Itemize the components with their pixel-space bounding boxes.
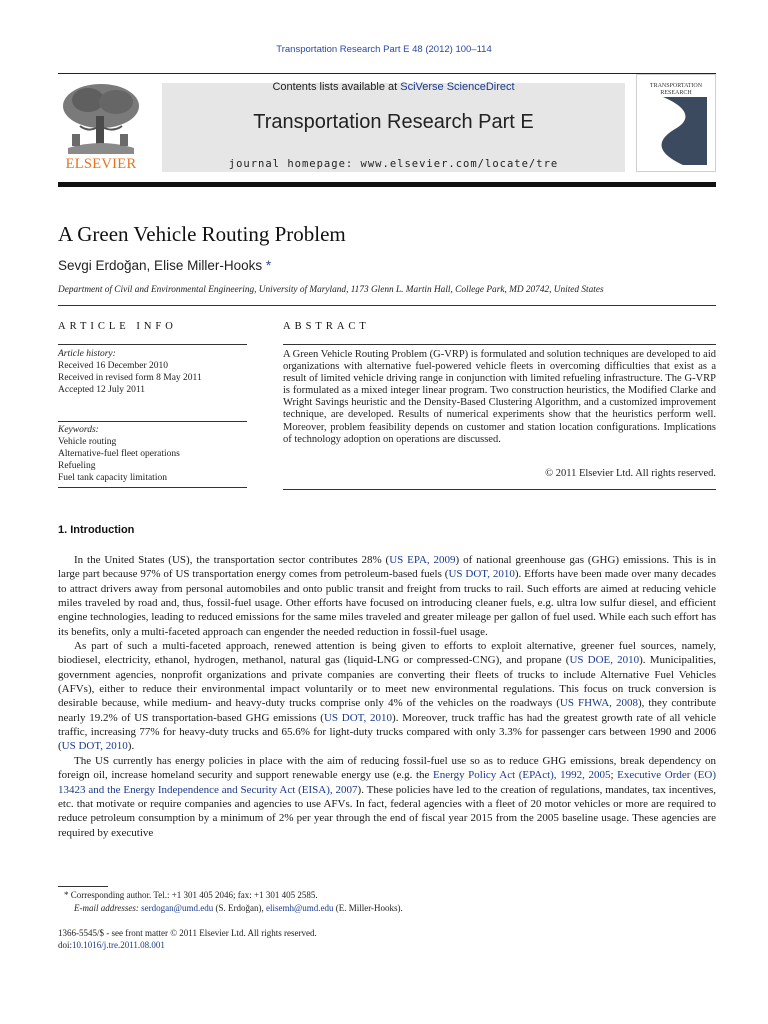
text-run: The US currently has energy policies in place with the aim of reducing fossil-fuel use so as to reduce GHG emissions, break dependency on foreign oil, increase homeland security and support renewable energy use (e.g. the <box>58 754 716 782</box>
abstract-bottom-rule <box>283 489 716 490</box>
article-title: A Green Vehicle Routing Problem <box>58 222 346 246</box>
text-run: ; <box>610 769 618 782</box>
citation-link[interactable]: US DOT, 2010 <box>448 568 515 581</box>
top-divider <box>58 73 716 74</box>
author-names: Sevgi Erdoğan, Elise Miller-Hooks <box>58 258 263 273</box>
doi-label: doi: <box>58 940 73 950</box>
cover-road-image <box>645 97 707 165</box>
journal-cover <box>636 74 716 172</box>
keyword-item: Alternative-fuel fleet operations <box>58 449 180 459</box>
contents-prefix: Contents lists available at <box>272 81 401 93</box>
email-link-miller-hooks[interactable]: elisemh@umd.edu <box>265 903 334 913</box>
history-revised: Received in revised form 8 May 2011 <box>58 373 202 383</box>
email-label: E-mail addresses: <box>74 903 139 913</box>
footnote-mark: * <box>64 890 69 900</box>
introduction-body <box>58 553 716 840</box>
email-footnote <box>74 903 403 913</box>
text-run: As part of such a multi-faceted approach, renewed attention is being given to efforts to exploit alternative, greener fuel sources, namely, biodiesel, electricity, ethanol, hydrogen, methanol, natural gas (liquid-LNG or compressed-CNG), and propane ( <box>58 640 716 667</box>
doi-link[interactable]: 10.1016/j.tre.2011.08.001 <box>72 940 165 950</box>
keywords-label: Keywords: <box>58 425 99 435</box>
intro-paragraph-1 <box>58 553 716 639</box>
article-history <box>58 348 258 396</box>
contents-line <box>162 81 625 93</box>
footnote-divider <box>58 886 108 887</box>
text-run: ). Efforts have been made over many decades to attract drivers away from personal automobiles and onto public transit and freight from trucks to rail. Such efforts are aimed at reducing vehicle miles traveled by road and, thus, fossil-fuel usage. Other efforts have focused on introducing cleaner fuels, e.g. ultra low sulfur diesel, and efficient engine technologies, leading to reduced emissions for the same miles traveled and greater mileage per gallon of fuel used. While each such effort has its benefits, only a multi-faceted approach can engender the needed reduction in fossil-fuel usage. <box>58 568 716 638</box>
citation-link[interactable]: US EPA, 2009 <box>389 554 456 566</box>
abstract-heading: ABSTRACT <box>283 321 370 332</box>
section-heading-introduction: 1. Introduction <box>58 524 135 536</box>
journal-citation[interactable]: Transportation Research Part E 48 (2012) 100–114 <box>276 44 492 55</box>
citation-link[interactable]: US DOE, 2010 <box>569 654 640 667</box>
intro-paragraph-3 <box>58 754 716 840</box>
text-run: ). Moreover, truck traffic has had the greatest growth rate of all vehicle traffic, increasing 77% for heavy-duty trucks and 65.6% for light-duty trucks compared with only 3.3% for passenger cars between 1990 and 2006 ( <box>58 711 716 753</box>
journal-homepage[interactable]: journal homepage: www.elsevier.com/locate/tre <box>228 158 559 170</box>
email-owner: (E. Miller-Hooks). <box>335 903 403 913</box>
text-run: ). These policies have led to the creation of regulations, mandates, tax incentives, etc. that motivate or require companies and agencies to use AFVs. In fact, federal agencies with a fleet of 20 motor vehicles or more are required to reduce petroleum consumption by a minimum of 2% per year through the end of fiscal year 2015 from the 2005 baseline usage. These agencies are required by executive <box>58 783 717 839</box>
doi-line <box>58 940 165 950</box>
footnote-contact: Corresponding author. Tel.: +1 301 405 2046; fax: +1 301 405 2585. <box>70 890 318 900</box>
history-accepted: Accepted 12 July 2011 <box>58 385 145 395</box>
issn-line: 1366-5545/$ - see front matter © 2011 Elsevier Ltd. All rights reserved. <box>58 928 317 938</box>
corresponding-footnote <box>64 890 318 900</box>
abstract-divider <box>283 344 716 345</box>
article-info-divider <box>58 344 247 345</box>
text-run: ) of national greenhouse gas (GHG) emissions. This is in large part because 97% of US transportation energy comes from petroleum-based fuels ( <box>58 554 716 581</box>
history-label: Article history: <box>58 349 116 359</box>
citation-link[interactable]: US DOT, 2010 <box>61 740 128 753</box>
abstract-copyright: © 2011 Elsevier Ltd. All rights reserved. <box>545 468 716 479</box>
publisher-wordmark: ELSEVIER <box>65 156 137 172</box>
citation-link[interactable]: US FHWA, 2008 <box>559 697 638 710</box>
journal-title: Transportation Research Part E <box>253 111 534 133</box>
keyword-item: Refueling <box>58 461 96 471</box>
text-run: ). Municipalities, government agencies, nonprofit organizations and private companies are converting their fleets of trucks to include Alternative Fuel Vehicles (AFVs), either to reduce their environmental impact voluntarily or to meet new environmental regulations. This focus on truck conversion is desirable because, while medium- and heavy-duty trucks comprise only 4% of the vehicles on the roadways ( <box>58 654 716 710</box>
email-owner: (S. Erdoğan), <box>215 903 264 913</box>
email-link-erdogan[interactable]: serdogan@umd.edu <box>141 903 214 913</box>
keyword-item: Fuel tank capacity limitation <box>58 473 167 483</box>
text-run: In the United States (US), the transportation sector contributes 28% ( <box>74 554 390 566</box>
sciencedirect-link[interactable]: SciVerse ScienceDirect <box>400 81 515 93</box>
article-authors <box>58 258 271 273</box>
affiliation-divider <box>58 305 716 306</box>
cover-title: TRANSPORTATION RESEARCH <box>649 83 703 96</box>
keyword-item: Vehicle routing <box>58 437 117 447</box>
corresponding-author-mark[interactable]: * <box>265 258 272 273</box>
keywords-list <box>58 424 258 484</box>
abstract-text: A Green Vehicle Routing Problem (G-VRP) is formulated and solution techniques are developed to aid organizations with alternative fuel-powered vehicle fleets in overcoming difficulties that exist as a result of limited vehicle driving range in conjunction with limited refueling infrastructure. The G-VRP is formulated as a mixed integer linear program. Two construction heuristics, the Modified Clarke and Wright Savings heuristic and the Density-Based Clustering Algorithm, and a customized improvement technique, are developed. Results of numerical experiments show that the heuristics perform well. Moreover, problem feasibility depends on customer and station location configurations. Implications of technology adoption on operations are discussed. <box>283 349 716 445</box>
citation-link[interactable]: Executive Order (EO) 13423 and the Energy Independence and Security Act (EISA), 2007 <box>58 769 716 796</box>
intro-paragraph-2 <box>58 639 716 754</box>
citation-link[interactable]: US DOT, 2010 <box>323 711 393 724</box>
author-affiliation: Department of Civil and Environmental Engineering, University of Maryland, 1173 Glenn L. Martin Hall, College Park, MD 20742, United States <box>58 285 604 295</box>
article-info-bottom-rule <box>58 487 247 488</box>
text-run: ). <box>127 740 135 753</box>
text-run: ), they contribute nearly 19.2% of US transportation-based GHG emissions ( <box>58 697 716 724</box>
article-info-heading: ARTICLE INFO <box>58 321 177 332</box>
history-received: Received 16 December 2010 <box>58 361 168 371</box>
header-divider <box>58 182 716 187</box>
citation-link[interactable]: Energy Policy Act (EPAct), 1992, 2005 <box>433 769 611 782</box>
keywords-divider <box>58 421 247 422</box>
